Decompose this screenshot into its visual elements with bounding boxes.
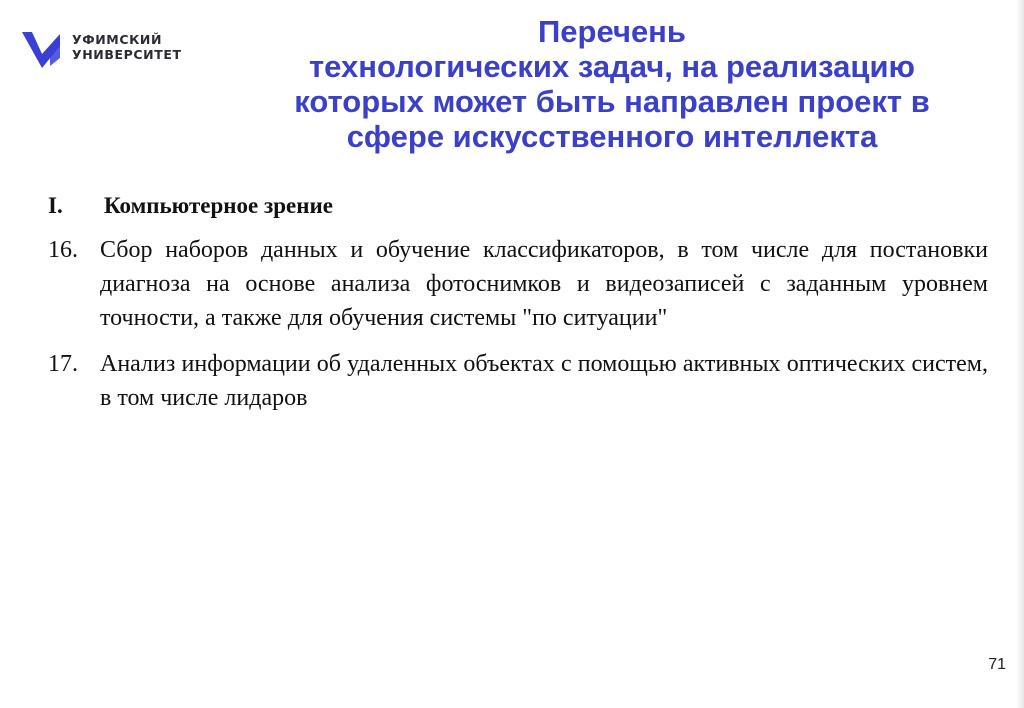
list-item	[48, 233, 988, 335]
university-logo	[20, 28, 230, 78]
logo-line-1: УФИМСКИЙ	[72, 32, 163, 47]
page-number: 71	[988, 656, 1006, 673]
title-line-4: сфере искусственного интеллекта	[346, 119, 878, 154]
list-item	[48, 347, 988, 415]
list-item-number: 16.	[48, 237, 78, 263]
slide-content	[48, 191, 988, 427]
university-logo-icon	[20, 28, 64, 72]
list-item-text: Сбор наборов данных и обучение классификаторов, в том числе для постановки диагноза на основе анализа фотоснимков и видеозаписей с заданным уровнем точности, а также для обучения системы "по ситуации"	[100, 237, 988, 331]
section-number: I.	[48, 193, 63, 218]
title-line-2: технологических задач, на реализацию	[308, 49, 915, 84]
logo-line-2: УНИВЕРСИТЕТ	[72, 47, 182, 62]
list-item-text: Анализ информации об удаленных объектах с помощью активных оптических систем, в том числе лидаров	[100, 351, 988, 411]
section-title: Компьютерное зрение	[104, 193, 333, 218]
university-logo-text	[72, 32, 182, 62]
slide-edge-shadow	[1016, 0, 1024, 708]
slide-title	[210, 14, 1014, 154]
title-line-1: Перечень	[538, 14, 686, 49]
list-item-number: 17.	[48, 351, 78, 377]
title-line-3: которых может быть направлен проект в	[294, 84, 930, 119]
section-heading	[48, 191, 988, 221]
